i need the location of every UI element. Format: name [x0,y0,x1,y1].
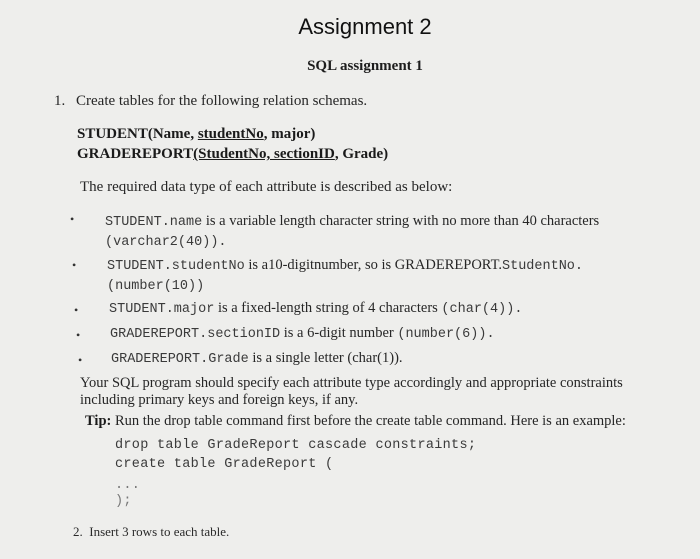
item-code: STUDENT.major [109,302,215,317]
page-subtitle: SQL assignment 1 [307,58,423,74]
bullet-icon: • [74,303,79,317]
item-text: is a variable length character string with no more than 40 characters [202,213,600,229]
datatype-description: The required data type of each attribute is described as below: [80,179,453,195]
schema-gradereport-prefix: GRADEREPORT [77,146,194,162]
item-code-3: (number(10)) [107,279,205,294]
bullet-icon: • [78,353,83,367]
item-code: GRADEREPORT.sectionID [110,327,281,342]
item-text: is a fixed-length string of 4 characters [214,300,442,316]
question-2-number: 2. [73,524,83,539]
schema-gradereport [77,146,388,163]
item-code-2: StudentNo. [502,259,584,274]
bullet-icon: • [70,212,75,226]
item-code-2: (varchar2(40)). [105,235,227,250]
page-title: Assignment 2 [298,14,432,39]
constraints-paragraph: Your SQL program should specify each attribute type accordingly and appropriate constraints including primary keys and foreign keys, if any. [80,375,623,408]
item-code-2: (number(6)). [397,327,495,342]
question-1-number: 1. [54,93,66,109]
code-line: ... [115,478,141,493]
schema-student [77,126,315,143]
item-code: STUDENT.studentNo [107,259,245,274]
code-line: ); [115,494,132,509]
bullet-icon: • [76,328,81,342]
tip-line [85,413,626,430]
item-text: is a single letter (char(1)). [248,350,403,366]
item-code: GRADEREPORT.Grade [111,352,249,367]
item-code-2: (char(4)). [441,302,523,317]
item-text: is a10-digitnumber, so is GRADEREPORT. [244,257,502,273]
tip-text: Run the drop table command first before the create table command. Here is an example: [111,413,626,429]
list-item-student-name [105,212,665,252]
code-line: drop table GradeReport cascade constraints; [115,438,477,453]
list-item-grade [111,349,403,369]
schema-student-suffix: , major) [263,126,316,142]
list-item-section-id [110,324,495,344]
question-2-text: Insert 3 rows to each table. [89,524,230,539]
list-item-student-major [109,299,522,319]
question-2 [73,524,229,540]
list-item-student-no [107,256,667,296]
question-1 [54,93,367,110]
bullet-icon: • [72,258,77,272]
item-text: is a 6-digit number [280,325,398,341]
schema-gradereport-suffix: , Grade) [334,146,389,162]
item-code: STUDENT.name [105,215,203,230]
schema-student-prefix: STUDENT(Name, [77,126,198,142]
schema-gradereport-key: (StudentNo, sectionID [193,146,335,162]
schema-student-key: studentNo [197,126,264,142]
tip-label: Tip: [85,413,112,429]
question-1-text: Create tables for the following relation schemas. [76,93,368,109]
code-line: create table GradeReport ( [115,457,334,472]
